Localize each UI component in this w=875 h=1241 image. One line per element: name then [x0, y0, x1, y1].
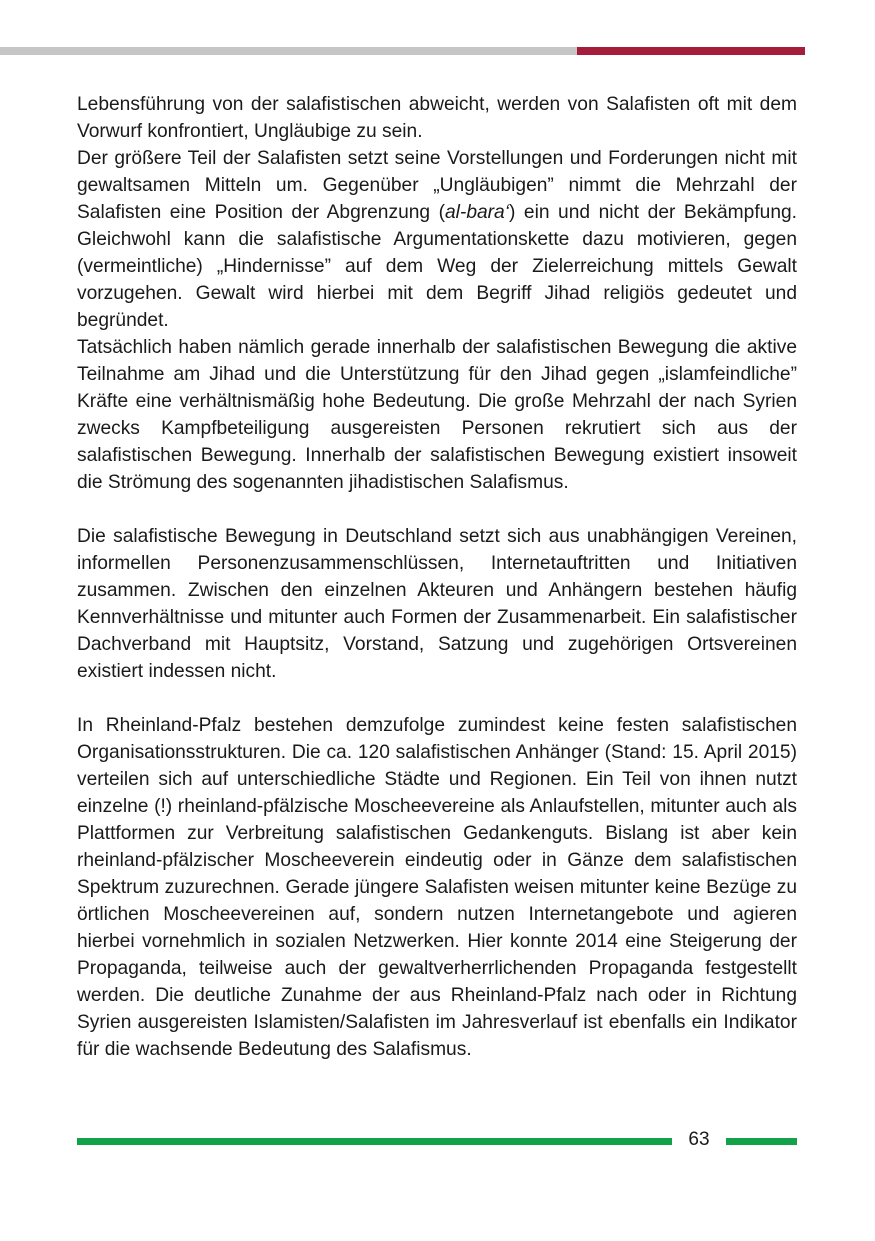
paragraph-5: In Rheinland-Pfalz bestehen demzufolge zumindest keine festen salafistischen Organisationsstrukturen. Die ca. 120 salafistischen Anhänger (Stand: 15. April 2015) verteilen sich auf unterschiedliche Städte und Regionen. Ein Teil von ihnen nutzt einzelne (!) rheinland-pfälzische Moscheevereine als Anlaufstellen, mitunter auch als Plattformen zur Verbreitung salafistischen Gedankenguts. Bislang ist aber kein rheinland-pfälzischer Moscheeverein eindeutig oder in Gänze dem salafistischen Spektrum zuzurechnen. Gerade jüngere Salafisten weisen mitunter keine Bezüge zu örtlichen Moscheevereinen auf, sondern nutzen Internetangebote und agieren hierbei vornehmlich in sozialen Netzwerken. Hier konnte 2014 eine Steigerung der Propaganda, teilweise auch der gewaltverherrlichenden Propaganda festgestellt werden. Die deutliche Zunahme der aus Rheinland-Pfalz nach oder in Richtung Syrien ausgereisten Islamisten/Salafisten im Jahresverlauf ist ebenfalls ein Indikator für die wachsende Bedeutung des Salafismus. — [77, 715, 797, 1060]
header-rule-gray — [0, 47, 577, 55]
paragraph-2 — [77, 145, 797, 334]
paragraph-1: Lebensführung von der salafistischen abweicht, werden von Salafisten oft mit dem Vorwurf konfrontiert, Ungläubige zu sein. — [77, 94, 797, 142]
paragraph-2-text-before: Der größere Teil der Salafisten setzt seine Vorstellungen und Forderungen nicht mit gewaltsamen Mitteln um. Gegenüber „Ungläubigen” nimmt die Mehrzahl der Salafisten eine Position der Abgrenzung ( — [77, 148, 797, 223]
page-number: 63 — [688, 1129, 710, 1150]
page-body — [77, 91, 797, 1063]
paragraph-3: Tatsächlich haben nämlich gerade innerhalb der salafistischen Bewegung die aktive Teilnahme am Jihad und die Unterstützung für den Jihad gegen „islamfeindliche” Kräfte eine verhältnismäßig hohe Bedeutung. Die große Mehrzahl der nach Syrien zwecks Kampfbeteiligung ausgereisten Personen rekrutiert sich aus der salafistischen Bewegung. Innerhalb der salafistischen Bewegung existiert insoweit die Strömung des sogenannten jihadistischen Salafismus. — [77, 337, 797, 493]
paragraph-2-term: al-bara‘ — [445, 202, 509, 223]
paragraph-4: Die salafistische Bewegung in Deutschland setzt sich aus unabhängigen Vereinen, informellen Personenzusammenschlüssen, Internetauftritten und Initiativen zusammen. Zwischen den einzelnen Akteuren und Anhängern bestehen häufig Kennverhältnisse und mitunter auch Formen der Zusammenarbeit. Ein salafistischer Dachverband mit Hauptsitz, Vorstand, Satzung und zugehörigen Ortsvereinen existiert indessen nicht. — [77, 526, 797, 682]
footer-rule-right — [726, 1138, 797, 1145]
header-rule-red — [577, 47, 805, 55]
paragraph-2-text-after: ) ein und nicht der Bekämpfung. Gleichwohl kann die salafistische Argumentationskette dazu motivieren, gegen (vermeintliche) „Hindernisse” auf dem Weg der Zielerreichung mittels Gewalt vorzugehen. Gewalt wird hierbei mit dem Begriff Jihad religiös gedeutet und begründet. — [77, 202, 797, 331]
footer-rule-left — [77, 1138, 672, 1145]
